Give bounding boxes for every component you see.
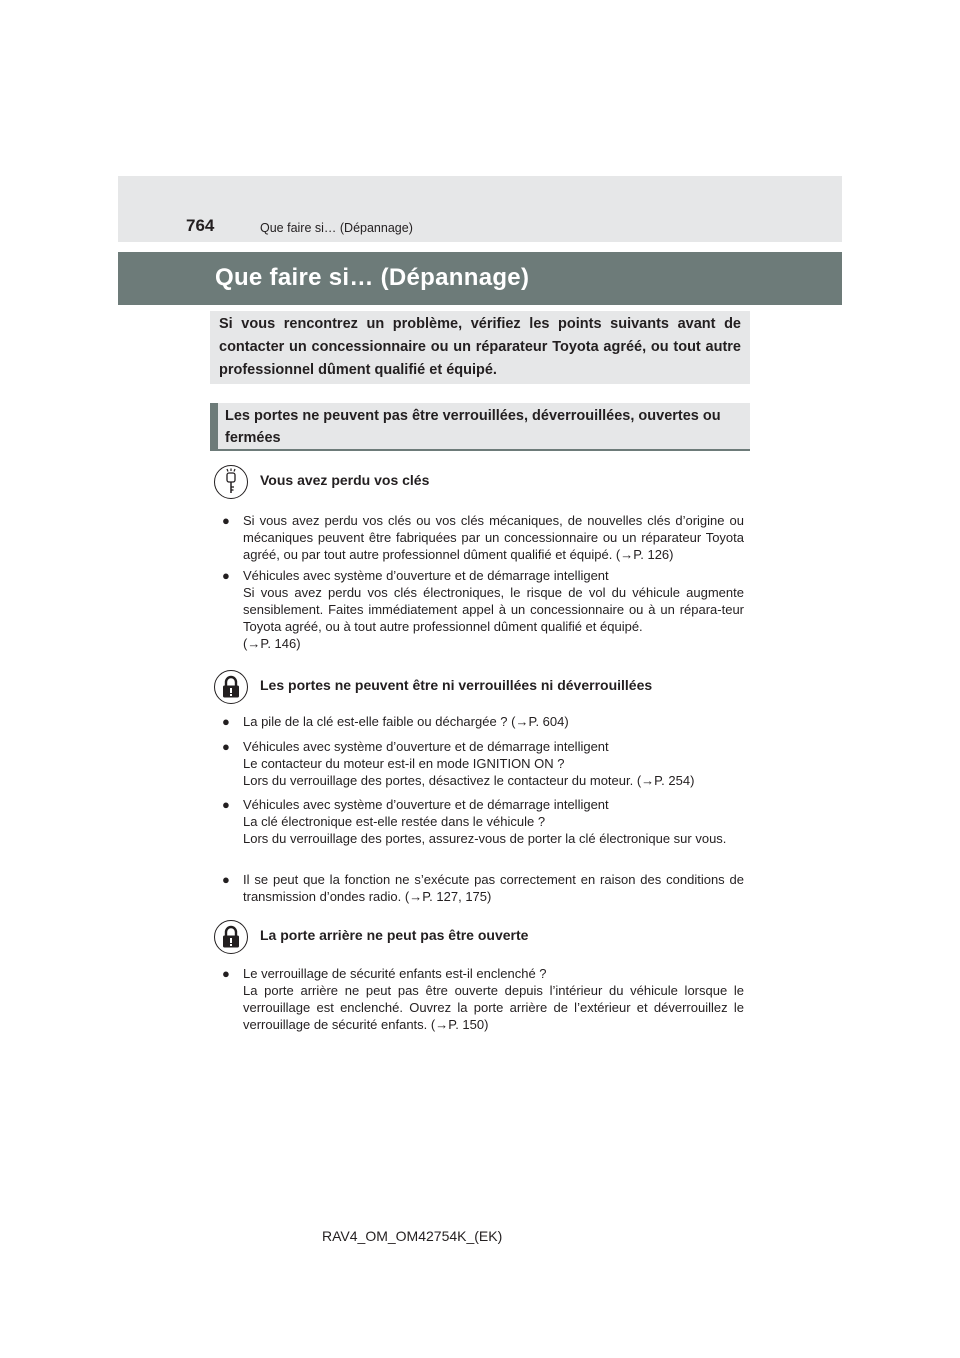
page-number: 764 — [186, 216, 215, 235]
subsection-title-doors-lock: Les portes ne peuvent être ni verrouillées ni déverrouillées — [260, 677, 653, 693]
bullet-icon: ● — [222, 568, 230, 583]
section-title: Les portes ne peuvent pas être verrouillées, déverrouillées, ouvertes ou fermées — [225, 408, 721, 446]
list-item: Véhicules avec système d’ouverture et de démarrage intelligent — [243, 797, 609, 812]
page-title: Que faire si… (Dépannage) — [215, 264, 530, 291]
list-item: Lors du verrouillage des portes, désactivez le contacteur du moteur. (→P. 254) — [243, 773, 695, 788]
list-item: Le verrouillage de sécurité enfants est-il enclenché ? — [243, 966, 547, 981]
list-item: La pile de la clé est-elle faible ou déchargée ? (→P. 604) — [243, 714, 569, 729]
header-band — [118, 176, 842, 242]
bullet-icon: ● — [222, 513, 230, 528]
list-item: Véhicules avec système d’ouverture et de démarrage intelligent — [243, 739, 609, 754]
lock-icon — [214, 670, 248, 704]
key-icon — [214, 465, 248, 499]
subsection-title-rear-door: La porte arrière ne peut pas être ouverte — [260, 927, 529, 943]
list-item: La clé électronique est-elle restée dans le véhicule ? — [243, 814, 546, 829]
list-item: Si vous avez perdu vos clés électroniques, le risque de vol du véhicule augmente sensiblement. Faites immédiatement appel à un concessionnaire ou à un répara-teur Toyota agréé, ou à tout autre professionnel dûment qualifié et équipé. — [243, 585, 744, 634]
list-item: Véhicules avec système d’ouverture et de démarrage intelligent — [243, 568, 609, 583]
bullet-icon: ● — [222, 797, 230, 812]
footer-code: RAV4_OM_OM42754K_(EK) — [322, 1228, 503, 1244]
lock-icon — [214, 920, 248, 954]
list-item: (→P. 146) — [243, 636, 301, 651]
list-item: Il se peut que la fonction ne s’exécute pas correctement en raison des conditions de transmission d’ondes radio. (→P. 127, 175) — [243, 872, 744, 904]
bullet-icon: ● — [222, 714, 230, 729]
bullet-icon: ● — [222, 872, 230, 887]
bullet-icon: ● — [222, 966, 230, 981]
subsection-title-lost-keys: Vous avez perdu vos clés — [260, 472, 430, 488]
list-item: Le contacteur du moteur est-il en mode IGNITION ON ? — [243, 756, 565, 771]
section-accent — [210, 403, 218, 449]
list-item: La porte arrière ne peut pas être ouverte depuis l’intérieur du véhicule lorsque le verrouillage est enclenché. Ouvrez la porte arrière de l’extérieur et déverrouillez le verrouillage de sécurité enfants. (→P. 150) — [243, 983, 744, 1032]
list-item: Lors du verrouillage des portes, assurez-vous de porter la clé électronique sur vous. — [243, 831, 727, 846]
list-item: Si vous avez perdu vos clés ou vos clés mécaniques, de nouvelles clés d’origine ou mécaniques peuvent être fabriquées par un concessionnaire ou un réparateur Toyota agréé, ou par tout autre professionnel dûment qualifié et équipé. (→P. 126) — [243, 513, 744, 562]
intro-text: Si vous rencontrez un problème, vérifiez les points suivants avant de contacter un concessionnaire ou un réparateur Toyota agréé, ou tout autre professionnel dûment qualifié et équipé. — [219, 316, 741, 378]
bullet-icon: ● — [222, 739, 230, 754]
running-head: Que faire si… (Dépannage) — [260, 221, 413, 235]
